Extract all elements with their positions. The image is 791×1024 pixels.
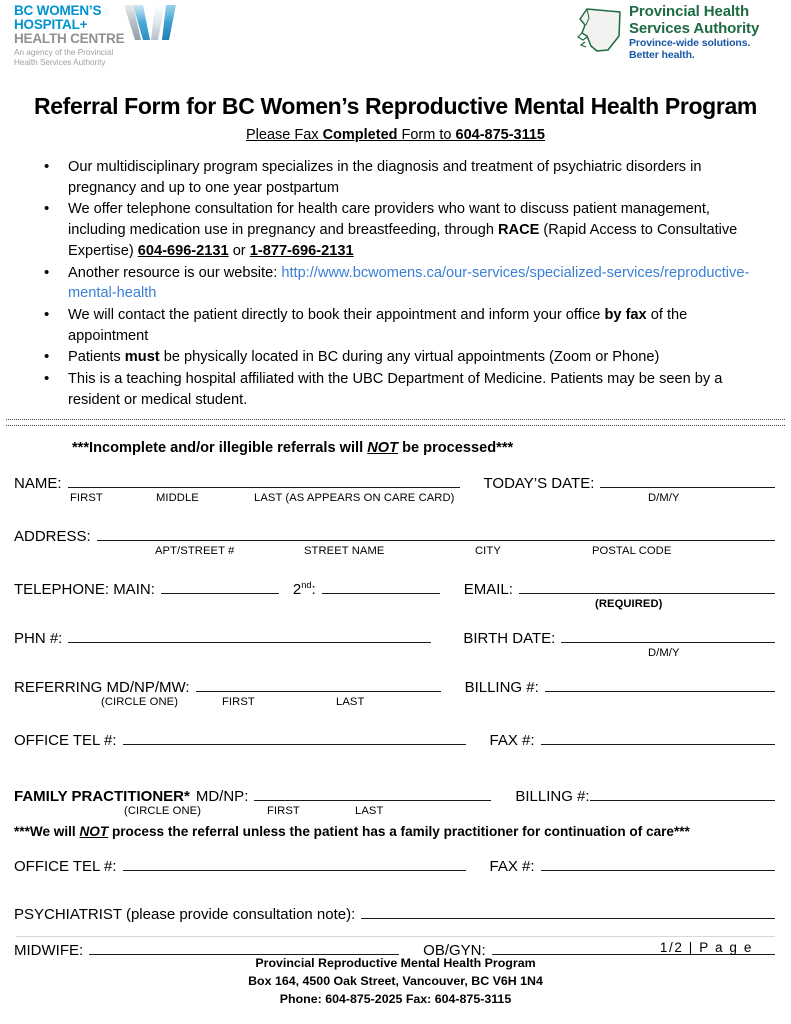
address-row (14, 525, 775, 545)
birthdate-row-sublabels (14, 647, 775, 664)
bullet-text: We will contact the patient directly to book their appointment and inform your office (68, 307, 605, 324)
family-billing-label: BILLING #: (515, 787, 590, 805)
fax-instruction-part1: Please Fax (245, 127, 323, 143)
bcw-logo-line1: BC WOMEN’S (14, 3, 102, 18)
bullet-text: of the appointment (68, 307, 688, 344)
family-office-tel-input[interactable] (123, 855, 466, 871)
midwife-label: MIDWIFE: (14, 941, 84, 959)
program-info-item (0, 369, 791, 410)
family-sub-last: LAST (355, 804, 384, 817)
telephone-main-input[interactable] (161, 578, 279, 594)
name-input[interactable] (68, 472, 460, 488)
fax-instruction (0, 127, 791, 143)
address-label: ADDRESS: (14, 527, 91, 545)
birth-date-label: BIRTH DATE: (463, 629, 556, 647)
program-info-item (0, 347, 791, 368)
name-label: NAME: (14, 474, 62, 492)
telephone-second-colon: : (311, 580, 316, 598)
bullet-bold-text: by fax (604, 307, 647, 324)
bullet-text: We offer telephone consultation for health care providers who want to discuss patient management, including medication use in pregnancy and breastfeeding, through (68, 201, 710, 239)
todays-date-label: TODAY’S DATE: (483, 474, 595, 492)
office-tel-input[interactable] (123, 729, 466, 745)
incomplete-referral-notice (72, 440, 791, 456)
footer-address: Box 164, 4500 Oak Street, Vancouver, BC V6H 1N4 (248, 973, 543, 988)
email-label: EMAIL: (463, 580, 513, 598)
program-info-item (0, 199, 791, 261)
family-fax-input[interactable] (541, 855, 775, 871)
phn-label: PHN #: (14, 629, 63, 647)
family-sub-first: FIRST (267, 804, 300, 817)
footer-phone-fax: Phone: 604-875-2025 Fax: 604-875-3115 (279, 991, 512, 1006)
family-fax-label: FAX #: (489, 857, 535, 875)
bullet-text: Our multidisciplinary program specializes in the diagnosis and treatment of psychiatric disorders in pregnancy and up to one year postpartum (68, 159, 702, 196)
birth-date-input[interactable] (561, 627, 775, 643)
phsa-logo-name: Provincial Health Services Authority (629, 3, 760, 37)
footer-program-name: Provincial Reproductive Mental Health Program (255, 956, 536, 970)
family-office-tel-fax-row (14, 855, 775, 875)
referring-billing-input[interactable] (545, 676, 775, 692)
bullet-bold-text: RACE (498, 222, 540, 239)
notice-pre: ***Incomplete and/or illegible referrals will (72, 439, 368, 456)
bullet-phone-number: 604-696-2131 (137, 242, 229, 259)
obgyn-label: OB/GYN: (423, 941, 486, 959)
bc-womens-hospital-logo (14, 3, 214, 68)
email-required-note: (REQUIRED) (595, 597, 663, 610)
email-input[interactable] (519, 578, 775, 594)
phsa-logo-tagline: Province-wide solutions. Better health. (629, 37, 751, 61)
footer-contact-block (0, 955, 791, 1009)
fax-input[interactable] (541, 729, 775, 745)
family-practitioner-label: FAMILY PRACTITIONER* (14, 787, 190, 805)
bullet-text: or (228, 242, 250, 259)
referral-form-fields (0, 472, 791, 959)
address-sub-city: CITY (475, 544, 501, 557)
bcw-logo-line3: HEALTH CENTRE (14, 31, 125, 47)
program-info-list (0, 157, 791, 411)
address-row-sublabels (14, 545, 775, 562)
family-practitioner-warning (14, 824, 775, 839)
bc-map-outline-icon (575, 6, 627, 61)
w-monogram-icon (122, 2, 184, 51)
program-info-item (0, 305, 791, 346)
telephone-second-input[interactable] (322, 578, 440, 594)
address-input[interactable] (97, 525, 775, 541)
address-sub-postal: POSTAL CODE (592, 544, 672, 557)
psychiatrist-input[interactable] (361, 903, 775, 919)
program-info-item (0, 157, 791, 198)
page-title: Referral Form for BC Women’s Reproductive Mental Health Program (33, 93, 758, 119)
program-info-item (0, 263, 791, 304)
notice-post: be processed*** (398, 439, 514, 456)
birth-date-sub: D/M/Y (648, 646, 680, 659)
phn-input[interactable] (68, 627, 431, 643)
name-sub-middle: MIDDLE (156, 491, 199, 504)
family-practitioner-type-label: MD/NP: (195, 787, 249, 805)
provincial-health-services-authority-logo (575, 3, 775, 61)
phsa-logo-wordmark (629, 4, 759, 61)
email-row-sublabels (14, 598, 775, 615)
bcw-logo-wordmark (14, 4, 124, 69)
page-header (0, 0, 791, 70)
section-divider (6, 419, 785, 426)
bullet-text: This is a teaching hospital affiliated with the UBC Department of Medicine. Patients may be seen by a resident or medical student. (68, 371, 723, 408)
referring-sub-circle-one: (CIRCLE ONE) (101, 695, 179, 708)
referring-billing-label: BILLING #: (464, 678, 539, 696)
todays-date-sub: D/M/Y (648, 491, 680, 504)
fax-instruction-completed: Completed (322, 127, 398, 143)
telephone-second-sup: nd (301, 579, 312, 590)
psychiatrist-row (14, 903, 775, 923)
fax-instruction-text (246, 127, 545, 143)
family-warning-post: process the referral unless the patient has a family practitioner for continuation of care*** (108, 823, 690, 839)
referring-provider-label: REFERRING MD/NP/MW: (14, 678, 190, 696)
office-tel-label: OFFICE TEL #: (14, 731, 117, 749)
address-sub-apt: APT/STREET # (155, 544, 235, 557)
referring-provider-input[interactable] (196, 676, 441, 692)
referring-sub-last: LAST (336, 695, 365, 708)
name-sub-last: LAST (AS APPEARS ON CARE CARD) (254, 491, 455, 504)
family-practitioner-input[interactable] (254, 785, 491, 801)
notice-emphasis: NOT (367, 439, 399, 456)
family-practitioner-row (14, 785, 775, 805)
referring-sub-first: FIRST (222, 695, 255, 708)
office-tel-fax-row (14, 729, 775, 749)
footer-divider (16, 936, 775, 937)
midwife-input[interactable] (89, 939, 399, 955)
bullet-phone-number: 1-877-696-2131 (249, 242, 354, 259)
page-number: 1/2 | P a g e (659, 940, 753, 955)
family-warning-emphasis: NOT (79, 823, 109, 839)
todays-date-input[interactable] (600, 472, 775, 488)
family-office-tel-label: OFFICE TEL #: (14, 857, 117, 875)
telephone-main-label: TELEPHONE: MAIN: (14, 580, 155, 598)
bcw-logo-agency-text: An agency of the Provincial Health Services Authority (14, 48, 114, 68)
phn-birthdate-row (14, 627, 775, 647)
address-sub-street: STREET NAME (304, 544, 385, 557)
website-link[interactable]: http://www.bcwomens.ca/our-services/specialized-services/reproductive-mental-health (68, 264, 750, 302)
bullet-text: be physically located in BC during any virtual appointments (Zoom or Phone) (159, 349, 660, 366)
bullet-bold-text: must (124, 349, 160, 366)
family-sub-circle-one: (CIRCLE ONE) (124, 804, 202, 817)
bcw-logo-line2: HOSPITAL+ (14, 17, 88, 33)
name-sub-first: FIRST (70, 491, 103, 504)
family-warning-pre: ***We will (14, 823, 80, 839)
psychiatrist-label: PSYCHIATRIST (please provide consultation note): (14, 905, 356, 923)
bullet-text: Another resource is our website: (68, 264, 282, 281)
referring-provider-row (14, 676, 775, 696)
telephone-second-label (293, 581, 316, 598)
fax-label: FAX #: (489, 731, 535, 749)
telephone-second-num: 2 (292, 580, 302, 598)
fax-instruction-part3: Form to (397, 127, 456, 143)
telephone-email-row (14, 578, 775, 598)
family-row-sublabels (14, 805, 775, 822)
name-row-sublabels (14, 492, 775, 509)
bullet-text: (Rapid Access to Consultative Expertise) (68, 222, 738, 259)
name-row (14, 472, 775, 492)
fax-number: 604-875-3115 (455, 127, 545, 143)
referring-row-sublabels (14, 696, 775, 713)
family-billing-input[interactable] (590, 785, 775, 801)
bullet-text: Patients (68, 349, 125, 366)
